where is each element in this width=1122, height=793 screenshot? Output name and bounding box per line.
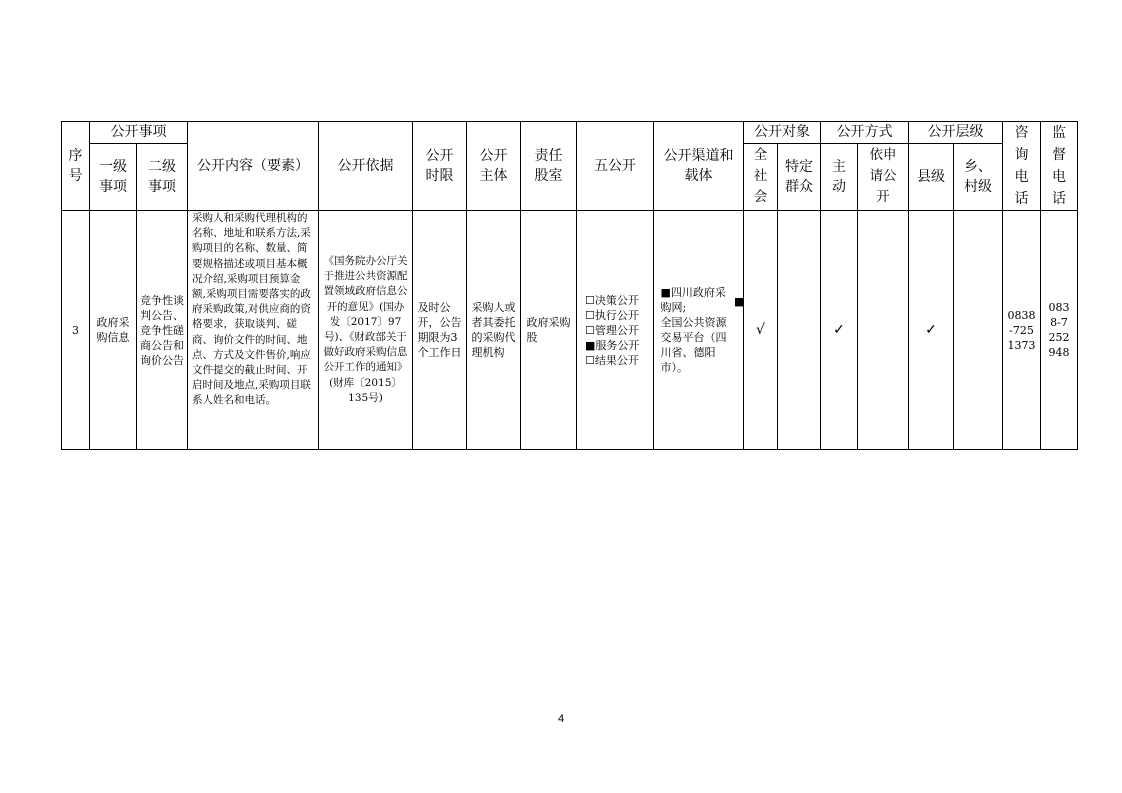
five-public-item: ■服务公开: [585, 338, 640, 352]
header-supervise-phone: 监督电话: [1041, 122, 1078, 211]
header-method-apply: 依申请公开: [858, 143, 909, 210]
row-seq: 3: [62, 211, 90, 450]
row-target-all: √: [744, 211, 778, 450]
row-channel: [654, 211, 744, 450]
checkbox-icon: ☐: [585, 308, 595, 322]
header-level2: 二级事项: [137, 143, 188, 210]
header-method: 公开方式: [821, 122, 909, 144]
row-level-county: ✓: [909, 211, 954, 450]
header-subject: 公开主体: [467, 122, 521, 211]
checkbox-icon: ☐: [585, 323, 595, 337]
header-basis: 公开依据: [319, 122, 413, 211]
row-basis: 《国务院办公厅关于推进公共资源配置领域政府信息公开的意见》(国办发〔2017〕97号)、《财政部关于做好政府采购信息公开工作的通知》(财库〔2015〕135号): [319, 211, 413, 450]
checkbox-icon: ☐: [585, 293, 595, 307]
header-office: 责任股室: [521, 122, 577, 211]
header-public-items: 公开事项: [90, 122, 188, 144]
filled-square-icon: ■: [734, 295, 745, 308]
checkbox-icon: ☐: [585, 353, 595, 367]
disclosure-table: [61, 121, 1078, 450]
row-method-active: ✓: [821, 211, 858, 450]
checkbox-checked-icon: ■: [585, 338, 596, 352]
channel-line2: 全国公共资源交易平台（四川省、德阳市）。: [660, 316, 727, 374]
header-content: 公开内容（要素）: [188, 122, 319, 211]
page-number: 4: [557, 713, 565, 725]
row-office: 政府采购股: [521, 211, 577, 450]
row-level1: 政府采购信息: [90, 211, 137, 450]
header-level-township: 乡、村级: [954, 143, 1003, 210]
header-seq: 序号: [62, 122, 90, 211]
header-target-specific: 特定群众: [778, 143, 821, 210]
row-time-limit: 及时公开，公告期限为3个工作日: [413, 211, 467, 450]
five-public-item: ☐决策公开: [585, 293, 639, 307]
filled-square-icon: ■: [660, 286, 671, 299]
row-five-public: [577, 211, 654, 450]
five-public-item: ☐管理公开: [585, 323, 639, 337]
header-target-all: 全社会: [744, 143, 778, 210]
row-subject: 采购人或者其委托的采购代理机构: [467, 211, 521, 450]
header-method-active: 主动: [821, 143, 858, 210]
row-target-specific: [778, 211, 821, 450]
header-target: 公开对象: [744, 122, 821, 144]
header-five-public: 五公开: [577, 122, 654, 211]
five-public-item: ☐结果公开: [585, 353, 639, 367]
row-content: 采购人和采购代理机构的名称、地址和联系方法,采购项目的名称、数量、简要规格描述或项目基本概况介绍,采购项目预算金额,采购项目需要落实的政府采购政策,对供应商的资格要求，获取谈判、磋商、询价文件的时间、地点、方式及文件售价,响应文件提交的截止时间、开启时间及地点,采购项目联系人姓名和电话。: [188, 211, 319, 450]
row-supervise-phone: 0838-7252948: [1041, 211, 1078, 450]
five-public-list: [585, 293, 645, 368]
header-consult-phone: 咨询电话: [1003, 122, 1041, 211]
five-public-item: ☐执行公开: [585, 308, 639, 322]
header-level1: 一级事项: [90, 143, 137, 210]
channel-line1: 四川政府采购网;: [660, 286, 726, 314]
row-level-township: [954, 211, 1003, 450]
row-level2: 竞争性谈判公告、竞争性磋商公告和询价公告: [137, 211, 188, 450]
header-time-limit: 公开时限: [413, 122, 467, 211]
header-level-county: 县级: [909, 143, 954, 210]
row-consult-phone: 0838-7251373: [1003, 211, 1041, 450]
header-level: 公开层级: [909, 122, 1003, 144]
header-channel: 公开渠道和载体: [654, 122, 744, 211]
row-method-apply: [858, 211, 909, 450]
